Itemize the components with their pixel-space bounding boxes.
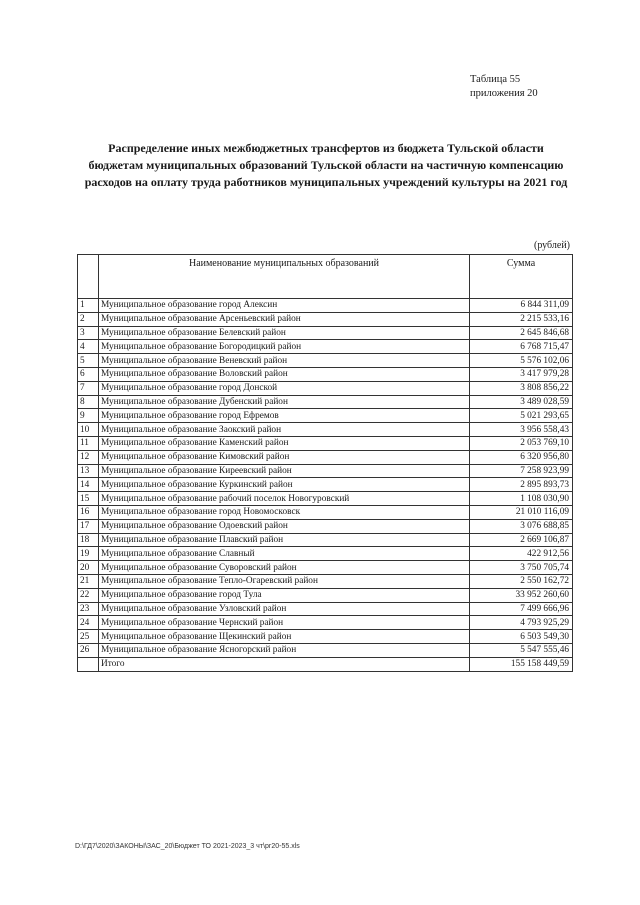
row-number: 16 [78, 505, 99, 519]
table-row [78, 561, 573, 575]
municipality-name: Муниципальное образование Каменский район [99, 436, 470, 450]
municipality-name: Муниципальное образование Куркинский район [99, 478, 470, 492]
row-number: 15 [78, 492, 99, 506]
transfer-sum: 2 645 846,68 [470, 326, 573, 340]
municipality-name: Муниципальное образование рабочий поселок Новогуровский [99, 492, 470, 506]
table-row [78, 643, 573, 657]
transfer-sum: 5 021 293,65 [470, 409, 573, 423]
row-number: 4 [78, 340, 99, 354]
table-row [78, 464, 573, 478]
row-number: 1 [78, 299, 99, 313]
municipality-name: Муниципальное образование город Донской [99, 381, 470, 395]
table-reference [470, 73, 570, 101]
table-row [78, 492, 573, 506]
transfer-sum: 2 550 162,72 [470, 574, 573, 588]
municipality-name: Муниципальное образование город Тула [99, 588, 470, 602]
table-row [78, 630, 573, 644]
table-row [78, 367, 573, 381]
file-path-footer: D:\ГД7\2020\ЗАКОНЫ\ЗАС_20\Бюджет ТО 2021-2023_3 чт\рг20-55.xls [75, 843, 300, 850]
municipality-name: Муниципальное образование Белевский район [99, 326, 470, 340]
row-number: 13 [78, 464, 99, 478]
municipality-name: Муниципальное образование город Новомосковск [99, 505, 470, 519]
row-number: 23 [78, 602, 99, 616]
transfer-sum: 6 320 956,80 [470, 450, 573, 464]
table-row [78, 312, 573, 326]
table-row [78, 340, 573, 354]
total-label: Итого [99, 657, 470, 671]
transfer-sum: 3 489 028,59 [470, 395, 573, 409]
municipality-name: Муниципальное образование Веневский район [99, 354, 470, 368]
table-row [78, 519, 573, 533]
table-row [78, 423, 573, 437]
row-number: 26 [78, 643, 99, 657]
municipality-name: Муниципальное образование Щекинский район [99, 630, 470, 644]
table-row [78, 326, 573, 340]
row-number: 2 [78, 312, 99, 326]
transfer-sum: 2 215 533,16 [470, 312, 573, 326]
column-header-name: Наименование муниципальных образований [99, 255, 470, 299]
table-row [78, 505, 573, 519]
table-row [78, 409, 573, 423]
row-number: 14 [78, 478, 99, 492]
transfer-sum: 2 895 893,73 [470, 478, 573, 492]
transfer-sum: 3 417 979,28 [470, 367, 573, 381]
total-sum: 155 158 449,59 [470, 657, 573, 671]
transfer-sum: 5 547 555,46 [470, 643, 573, 657]
transfer-sum: 3 750 705,74 [470, 561, 573, 575]
transfer-sum: 3 076 688,85 [470, 519, 573, 533]
row-number: 25 [78, 630, 99, 644]
municipality-name: Муниципальное образование Кимовский район [99, 450, 470, 464]
municipality-name: Муниципальное образование Ясногорский район [99, 643, 470, 657]
row-number: 21 [78, 574, 99, 588]
transfer-sum: 2 053 769,10 [470, 436, 573, 450]
municipality-name: Муниципальное образование Плавский район [99, 533, 470, 547]
row-number: 7 [78, 381, 99, 395]
municipality-name: Муниципальное образование Киреевский район [99, 464, 470, 478]
table-row [78, 299, 573, 313]
row-number: 19 [78, 547, 99, 561]
row-number: 5 [78, 354, 99, 368]
table-row [78, 602, 573, 616]
distribution-table [77, 254, 573, 672]
unit-label: (рублей) [533, 240, 570, 251]
table-row [78, 381, 573, 395]
row-number: 10 [78, 423, 99, 437]
transfer-sum: 422 912,56 [470, 547, 573, 561]
table-row [78, 395, 573, 409]
table-row [78, 547, 573, 561]
row-number: 20 [78, 561, 99, 575]
transfer-sum: 6 768 715,47 [470, 340, 573, 354]
row-number: 22 [78, 588, 99, 602]
municipality-name: Муниципальное образование город Алексин [99, 299, 470, 313]
table-row [78, 354, 573, 368]
transfer-sum: 21 010 116,09 [470, 505, 573, 519]
row-number: 11 [78, 436, 99, 450]
row-number: 9 [78, 409, 99, 423]
municipality-name: Муниципальное образование Дубенский район [99, 395, 470, 409]
table-row [78, 478, 573, 492]
table-row [78, 533, 573, 547]
municipality-name: Муниципальное образование Богородицкий район [99, 340, 470, 354]
transfer-sum: 6 503 549,30 [470, 630, 573, 644]
municipality-name: Муниципальное образование Чернский район [99, 616, 470, 630]
document-title: Распределение иных межбюджетных трансфертов из бюджета Тульской области бюджетам муниципальных образований Тульской области на частичную компенсацию расходов на оплату труда работников муниципальных учреждений культуры на 2021 год [84, 141, 568, 189]
column-header-number [78, 255, 99, 299]
transfer-sum: 1 108 030,90 [470, 492, 573, 506]
municipality-name: Муниципальное образование Арсеньевский район [99, 312, 470, 326]
municipality-name: Муниципальное образование Тепло-Огаревский район [99, 574, 470, 588]
appendix-number: приложения 20 [470, 88, 538, 99]
row-number: 12 [78, 450, 99, 464]
table-number: Таблица 55 [470, 74, 521, 85]
row-number: 3 [78, 326, 99, 340]
transfer-sum: 3 808 856,22 [470, 381, 573, 395]
column-header-sum: Сумма [470, 255, 573, 299]
transfer-sum: 2 669 106,87 [470, 533, 573, 547]
municipality-name: Муниципальное образование Заокский район [99, 423, 470, 437]
transfer-sum: 33 952 260,60 [470, 588, 573, 602]
municipality-name: Муниципальное образование Одоевский район [99, 519, 470, 533]
row-number: 24 [78, 616, 99, 630]
table-row [78, 616, 573, 630]
row-number: 6 [78, 367, 99, 381]
table-row [78, 574, 573, 588]
transfer-sum: 7 258 923,99 [470, 464, 573, 478]
row-number: 17 [78, 519, 99, 533]
municipality-name: Муниципальное образование Узловский район [99, 602, 470, 616]
municipality-name: Муниципальное образование Воловский район [99, 367, 470, 381]
municipality-name: Муниципальное образование Славный [99, 547, 470, 561]
municipality-name: Муниципальное образование Суворовский район [99, 561, 470, 575]
table-header-row [78, 255, 573, 299]
transfer-sum: 4 793 925,29 [470, 616, 573, 630]
total-row [78, 657, 573, 671]
total-number-cell [78, 657, 99, 671]
municipality-name: Муниципальное образование город Ефремов [99, 409, 470, 423]
table-row [78, 450, 573, 464]
transfer-sum: 7 499 666,96 [470, 602, 573, 616]
transfer-sum: 6 844 311,09 [470, 299, 573, 313]
table-row [78, 436, 573, 450]
row-number: 18 [78, 533, 99, 547]
row-number: 8 [78, 395, 99, 409]
table-row [78, 588, 573, 602]
transfer-sum: 3 956 558,43 [470, 423, 573, 437]
transfer-sum: 5 576 102,06 [470, 354, 573, 368]
